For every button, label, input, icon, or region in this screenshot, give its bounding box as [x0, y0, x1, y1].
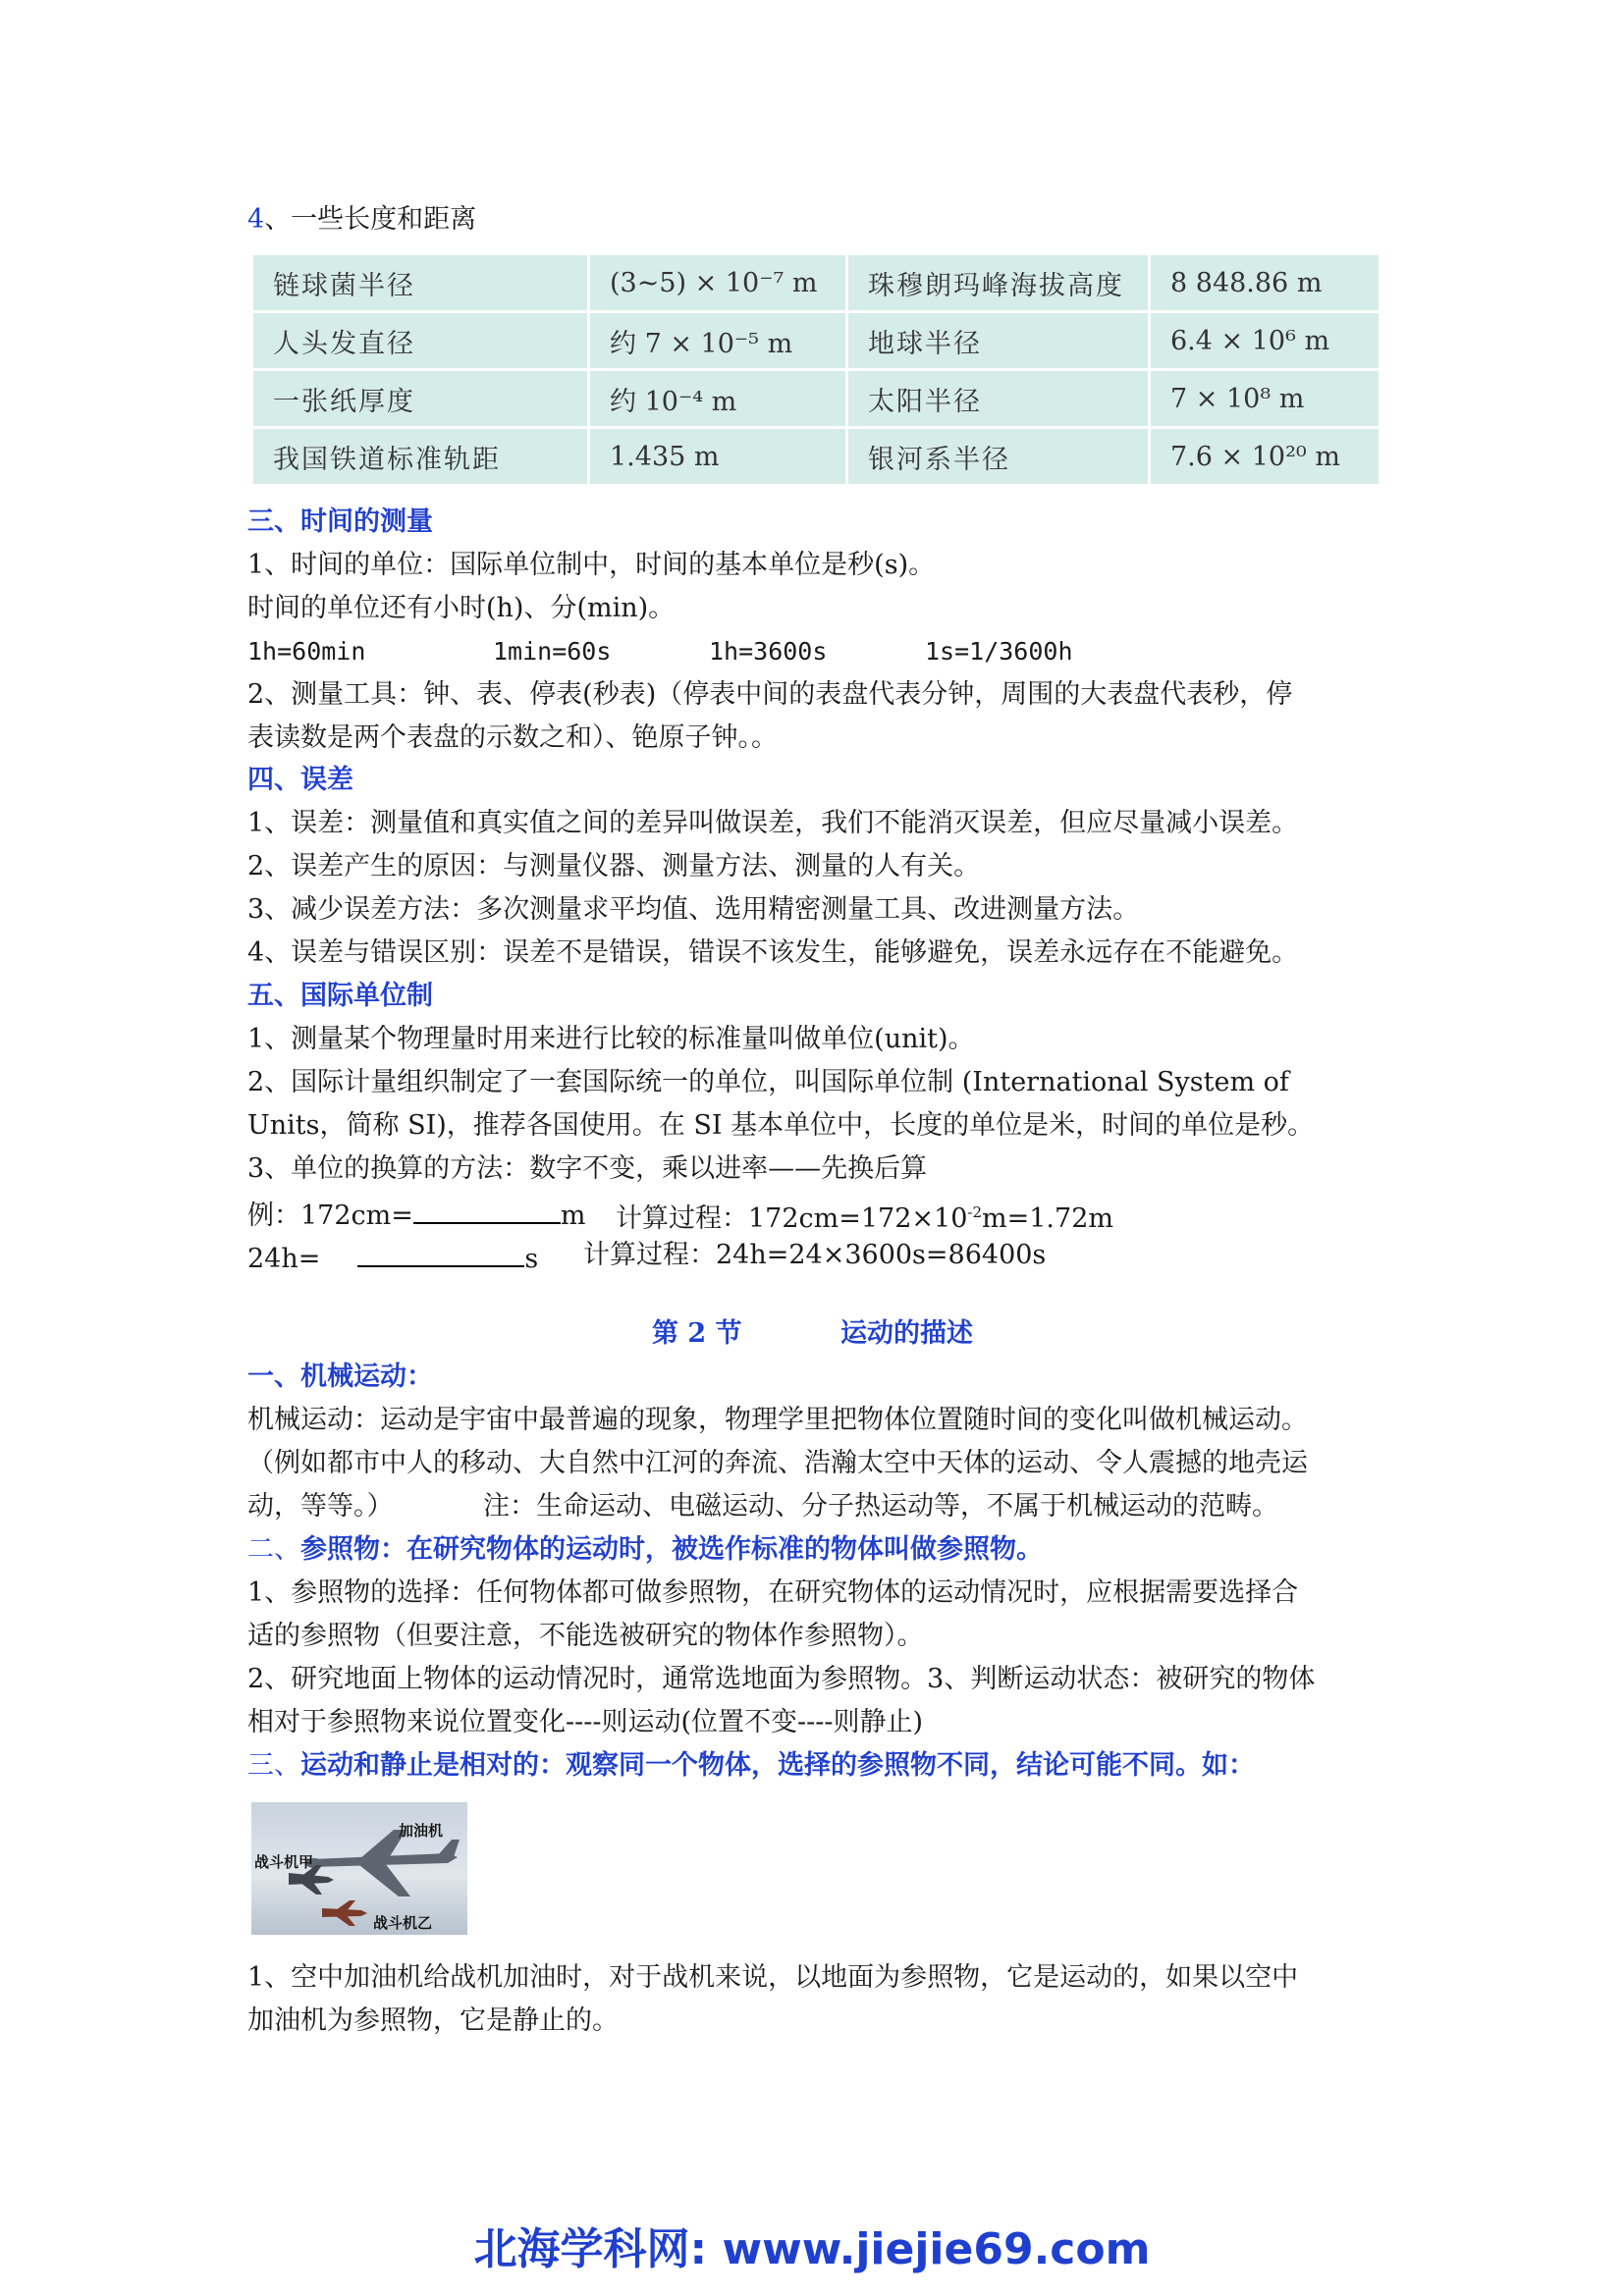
table-row — [253, 255, 1379, 313]
conversion-4: 1s=1/3600h — [925, 637, 1073, 666]
table-row — [253, 429, 1379, 484]
object-name: 地球半径 — [848, 313, 1151, 371]
tanker-label: 加油机 — [399, 1822, 444, 1840]
section-2-title: 运动的描述 — [840, 1318, 973, 1349]
length-value: 约 10⁻⁴ m — [590, 371, 848, 429]
fighter-b-label: 战斗机乙 — [373, 1914, 433, 1932]
fighter-a-label: 战斗机甲 — [254, 1853, 314, 1871]
reference-line-4: 相对于参照物来说位置变化----则运动(位置不变----则静止) — [247, 1707, 924, 1737]
table-row — [253, 313, 1379, 371]
time-line-2: 时间的单位还有小时(h)、分(min)。 — [247, 593, 676, 623]
conversion-3: 1h=3600s — [709, 637, 828, 666]
si-line-3: Units，简称 SI)，推荐各国使用。在 SI 基本单位中，长度的单位是米，时间的单位是秒。 — [247, 1110, 1315, 1141]
length-value: 6.4 × 10⁶ m — [1151, 313, 1379, 371]
object-name: 银河系半径 — [848, 429, 1151, 484]
answer-blank-2[interactable] — [357, 1236, 524, 1267]
length-value: 约 7 × 10⁻⁵ m — [590, 313, 848, 371]
aerial-refueling-image — [251, 1802, 467, 1935]
object-name: 太阳半径 — [848, 371, 1151, 429]
conversion-1: 1h=60min — [247, 637, 366, 666]
length-value: 7.6 × 10²⁰ m — [1170, 441, 1340, 472]
reference-heading: 二、参照物：在研究物体的运动时，被选作标准的物体叫做参照物。 — [247, 1534, 1043, 1565]
si-example-1: 例：172cm= m 计算过程：$172cm=172\times 10^{-2}m=1.72m$ — [247, 1193, 586, 1236]
si-example-2: 24h= s 计算过程：24h=24×3600s=86400s — [247, 1236, 538, 1279]
table-row — [253, 371, 1379, 429]
reference-line-1: 1、参照物的选择：任何物体都可做参照物，在研究物体的运动情况时，应根据需要选择合 — [247, 1577, 1299, 1608]
error-line-3: 3、减少误差方法：多次测量求平均值、选用精密测量工具、改进测量方法。 — [247, 894, 1140, 925]
object-name: 珠穆朗玛峰海拔高度 — [848, 255, 1151, 313]
si-line-4: 3、单位的换算的方法：数字不变，乘以进率——先换后算 — [247, 1153, 928, 1184]
time-heading: 三、时间的测量 — [247, 507, 433, 537]
length-distance-table — [253, 255, 1379, 484]
site-footer: 北海学科网: www.jiejie69.com — [473, 2224, 1151, 2274]
motion-heading: 一、机械运动： — [247, 1362, 433, 1392]
length-value: 8 848.86 m — [1151, 255, 1379, 313]
conversion-2: 1min=60s — [493, 637, 612, 666]
object-name: 链球菌半径 — [253, 255, 590, 313]
motion-line-3: 动，等等。） 注：生命运动、电磁运动、分子热运动等，不属于机械运动的范畴。 — [247, 1491, 1278, 1522]
time-line-3: 2、测量工具：钟、表、停表(秒表)（停表中间的表盘代表分钟，周围的大表盘代表秒，停 — [247, 679, 1293, 710]
time-line-4: 表读数是两个表盘的示数之和）、铯原子钟。。 — [247, 722, 778, 753]
object-name: 一张纸厚度 — [253, 371, 590, 429]
relative-line-2: 加油机为参照物，它是静止的。 — [247, 2005, 619, 2036]
reference-line-3: 2、研究地面上物体的运动情况时，通常选地面为参照物。3、判断运动状态：被研究的物体 — [247, 1664, 1316, 1694]
reference-line-2: 适的参照物（但要注意，不能选被研究的物体作参照物）。 — [247, 1621, 924, 1651]
motion-line-1: 机械运动：运动是宇宙中最普遍的现象，物理学里把物体位置随时间的变化叫做机械运动。 — [247, 1405, 1308, 1435]
error-line-4: 4、误差与错误区别：误差不是错误，错误不该发生，能够避免，误差永远存在不能避免。 — [247, 937, 1299, 968]
answer-blank-1[interactable] — [413, 1193, 561, 1224]
time-line-1: 1、时间的单位：国际单位制中，时间的基本单位是秒(s)。 — [247, 550, 936, 580]
length-value: 1.435 m — [590, 429, 848, 484]
relative-heading: 三、运动和静止是相对的：观察同一个物体，选择的参照物不同，结论可能不同。如： — [247, 1750, 1255, 1781]
fighter-b-icon — [322, 1900, 367, 1926]
si-line-2: 2、国际计量组织制定了一套国际统一的单位，叫国际单位制 (International System of — [247, 1067, 1289, 1097]
length-value: 7 × 10⁸ m — [1151, 371, 1379, 429]
object-name: 我国铁道标准轨距 — [253, 429, 590, 484]
relative-line-1: 1、空中加油机给战机加油时，对于战机来说，以地面为参照物，它是运动的，如果以空中 — [247, 1962, 1299, 1993]
error-line-1: 1、误差：测量值和真实值之间的差异叫做误差，我们不能消灭误差，但应尽量减小误差。 — [247, 808, 1299, 838]
motion-line-2: （例如都市中人的移动、大自然中江河的奔流、浩瀚太空中天体的运动、令人震撼的地壳运 — [247, 1448, 1308, 1478]
section-2-label: 第 2 节 — [652, 1318, 742, 1349]
error-line-2: 2、误差产生的原因：与测量仪器、测量方法、测量的人有关。 — [247, 851, 981, 881]
section-4-title: 4、一些长度和距离 — [247, 204, 477, 235]
si-line-1: 1、测量某个物理量时用来进行比较的标准量叫做单位(unit)。 — [247, 1024, 975, 1054]
object-name: 人头发直径 — [253, 313, 590, 371]
length-value: (3~5) × 10⁻⁷ m — [590, 255, 848, 313]
si-heading: 五、国际单位制 — [247, 981, 433, 1011]
error-heading: 四、误差 — [247, 765, 353, 795]
